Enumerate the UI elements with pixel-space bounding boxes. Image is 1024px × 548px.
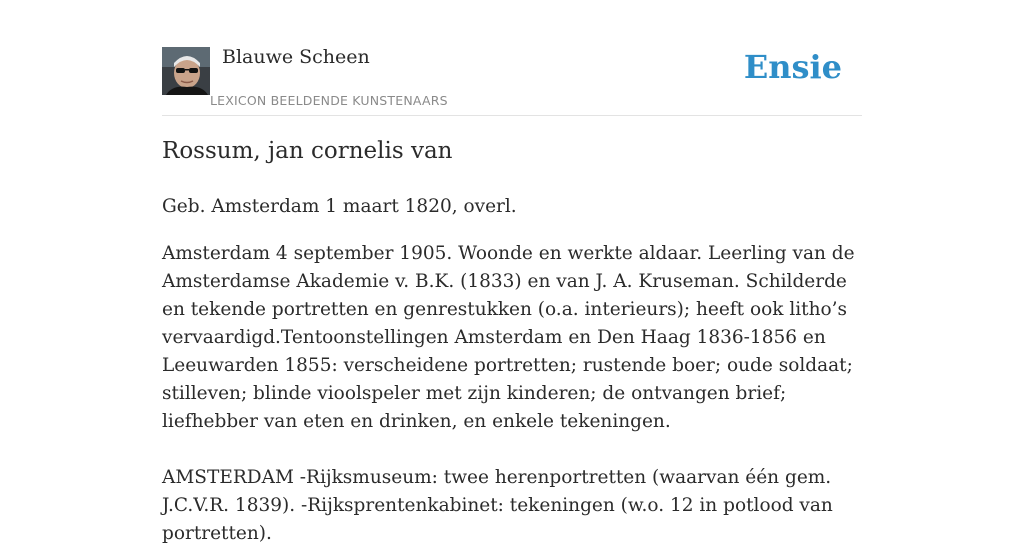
header — [162, 44, 862, 116]
article-paragraph-2: AMSTERDAM -Rijksmuseum: twee herenportretten (waarvan één gem. J.C.V.R. 1839). -Rijksprentenkabinet: tekeningen (w.o. 12 in potlood van portretten). — [162, 467, 833, 544]
article-intro: Geb. Amsterdam 1 maart 1820, overl. — [162, 196, 517, 217]
category-label[interactable]: LEXICON BEELDENDE KUNSTENAARS — [210, 93, 448, 108]
article-body — [162, 193, 862, 548]
article-title: Rossum, jan cornelis van — [162, 138, 453, 164]
author-photo-icon — [162, 47, 210, 95]
author-name[interactable]: Blauwe Scheen — [222, 46, 370, 68]
brand-logo[interactable]: Ensie — [743, 48, 842, 86]
article-paragraph-1: Amsterdam 4 september 1905. Woonde en werkte aldaar. Leerling van de Amsterdamse Akademie v. B.K. (1833) en van J. A. Kruseman. Schilderde en tekende portretten en genrestukken (o.a. interieurs); heeft ook litho’s vervaardigd.Tentoonstellingen Amsterdam en Den Haag 1836-1856 en Leeuwarden 1855: verscheidene portretten; rustende boer; oude soldaat; stilleven; blinde vioolspeler met zijn kinderen; de ontvangen brief; liefhebber van eten en drinken, en enkele tekeningen. — [162, 243, 855, 432]
author-avatar[interactable] — [162, 47, 210, 95]
